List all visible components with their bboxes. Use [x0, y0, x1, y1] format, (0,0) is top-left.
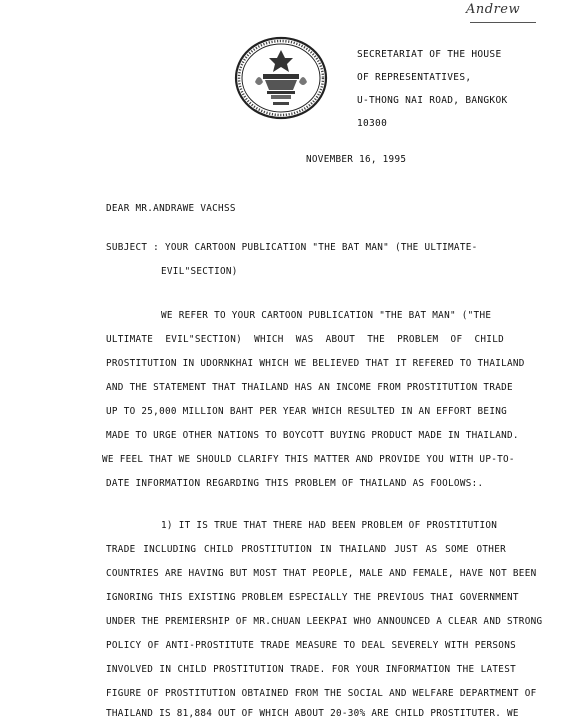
paragraph-line: TRADE INCLUDING CHILD PROSTITUTION IN THAILAND JUST AS SOME OTHER	[106, 544, 506, 555]
paragraph-line: UP TO 25,000 MILLION BAHT PER YEAR WHICH RESULTED IN AN EFFORT BEING	[106, 406, 508, 417]
handwritten-annotation: Andrew	[466, 2, 521, 17]
paragraph-line: THAILAND IS 81,884 OUT OF WHICH ABOUT 20-30% ARE CHILD PROSTITUTER. WE	[106, 708, 519, 719]
paragraph-line: ULTIMATE EVIL"SECTION) WHICH WAS ABOUT THE PROBLEM OF CHILD	[106, 334, 504, 345]
handwritten-underline	[470, 22, 536, 23]
subject-line-continued: EVIL"SECTION)	[161, 266, 238, 277]
letterhead-line: 10300	[357, 118, 388, 129]
paragraph-line: FIGURE OF PROSTITUTION OBTAINED FROM THE SOCIAL AND WELFARE DEPARTMENT OF	[106, 688, 537, 699]
paragraph-line: AND THE STATEMENT THAT THAILAND HAS AN INCOME FROM PROSTITUTION TRADE	[106, 382, 513, 393]
letter-date: NOVEMBER 16, 1995	[306, 154, 407, 165]
paragraph-line: IGNORING THIS EXISTING PROBLEM ESPECIALLY THE PREVIOUS THAI GOVERNMENT	[106, 592, 519, 603]
paragraph-line: UNDER THE PREMIERSHIP OF MR.CHUAN LEEKPAI WHO ANNOUNCED A CLEAR AND STRONG	[106, 616, 543, 627]
paragraph-line: PROSTITUTION IN UDORNKHAI WHICH WE BELIEVED THAT IT REFERED TO THAILAND	[106, 358, 525, 369]
paragraph-line: WE REFER TO YOUR CARTOON PUBLICATION "THE BAT MAN" ("THE	[161, 310, 492, 321]
paragraph-line: 1) IT IS TRUE THAT THERE HAD BEEN PROBLEM OF PROSTITUTION	[161, 520, 498, 531]
paragraph-line: COUNTRIES ARE HAVING BUT MOST THAT PEOPLE, MALE AND FEMALE, HAVE NOT BEEN	[106, 568, 537, 579]
paragraph-line: MADE TO URGE OTHER NATIONS TO BOYCOTT BUYING PRODUCT MADE IN THAILAND.	[106, 430, 519, 441]
parliament-seal-icon	[233, 36, 329, 120]
letterhead-line: U-THONG NAI ROAD, BANGKOK	[357, 95, 508, 106]
letterhead-line: SECRETARIAT OF THE HOUSE	[357, 49, 502, 60]
subject-line: SUBJECT : YOUR CARTOON PUBLICATION "THE BAT MAN" (THE ULTIMATE-	[106, 242, 478, 253]
salutation: DEAR MR.ANDRAWE VACHSS	[106, 203, 236, 214]
paragraph-line: WE FEEL THAT WE SHOULD CLARIFY THIS MATTER AND PROVIDE YOU WITH UP-TO-	[102, 454, 515, 465]
letterhead-line: OF REPRESENTATIVES,	[357, 72, 472, 83]
paragraph-line: POLICY OF ANTI-PROSTITUTE TRADE MEASURE TO DEAL SEVERELY WITH PERSONS	[106, 640, 516, 651]
paragraph-line: DATE INFORMATION REGARDING THIS PROBLEM OF THAILAND AS FOOLOWS:.	[106, 478, 484, 489]
letterhead-address	[357, 43, 508, 135]
paragraph-line: INVOLVED IN CHILD PROSTITUTION TRADE. FOR YOUR INFORMATION THE LATEST	[106, 664, 516, 675]
